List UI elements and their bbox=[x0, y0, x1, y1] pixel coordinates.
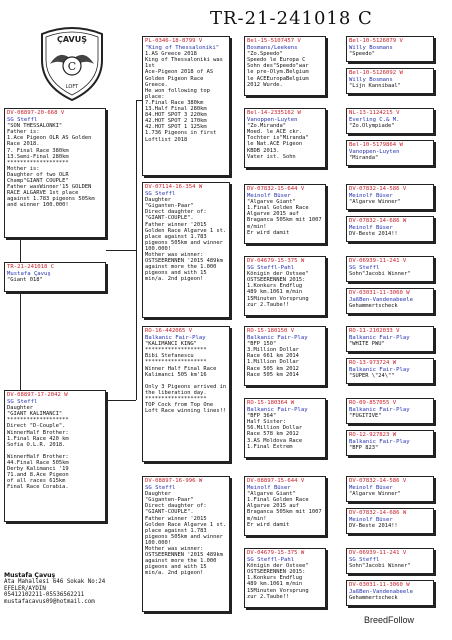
ancestor-text: Sohn"Jacobi Winner" bbox=[349, 563, 411, 570]
ancestor-ring: NL-13-1124215 V bbox=[349, 110, 400, 116]
owner-info bbox=[4, 573, 105, 605]
pedigree-title: TR-21-241018 C bbox=[210, 8, 373, 29]
subject-name: Mustafa Çavuş bbox=[7, 271, 51, 278]
ancestor-name: Meinolf Büser bbox=[349, 517, 393, 524]
subject-ring: TR-21-241018 C bbox=[7, 264, 55, 270]
ancestor-name: Everling C.& M. bbox=[349, 117, 400, 124]
ancestor-name: Vanoppen-Luyten bbox=[349, 149, 400, 156]
sire-ring: DV-08897-20-668 V bbox=[7, 110, 65, 116]
great-grandparent-ring: DV-07832-15-644 V bbox=[247, 186, 305, 192]
ancestor-card[interactable] bbox=[346, 288, 434, 314]
grandparent-ring: PL-0346-18-8799 V bbox=[145, 38, 203, 44]
ancestor-name: SG Steffl bbox=[349, 265, 380, 272]
owner-email[interactable]: mustafacavus09@hotmail.com bbox=[4, 598, 95, 605]
ancestor-text: "SUPER \"24\"" bbox=[349, 373, 395, 380]
great-grandparent-name: SG Steffl-Pahl bbox=[247, 265, 295, 272]
great-grandparent-card[interactable] bbox=[244, 548, 326, 608]
logo-bottom-text: LOFT bbox=[65, 84, 79, 90]
dam-card[interactable] bbox=[4, 390, 106, 522]
ancestor-text: Gehammertscheck bbox=[349, 303, 398, 310]
grandparent-ring: DV-07114-16-354 W bbox=[145, 184, 203, 190]
ancestor-text: "Algarve Winner" bbox=[349, 199, 401, 206]
brand-watermark: BreedFollow bbox=[364, 615, 415, 625]
ancestor-card[interactable] bbox=[346, 430, 434, 456]
ancestor-card[interactable] bbox=[346, 358, 434, 384]
logo-top-text: ÇAVUŞ bbox=[57, 35, 87, 44]
ancestor-card[interactable] bbox=[346, 326, 434, 352]
sire-card[interactable] bbox=[4, 108, 106, 238]
ancestor-text: "WHITE PWU" bbox=[349, 341, 385, 348]
great-grandparent-ring: DV-04679-15-375 W bbox=[247, 550, 305, 556]
ancestor-name: Balkanic Fair-Play bbox=[349, 335, 410, 342]
great-grandparent-name: Meinolf Büser bbox=[247, 193, 291, 200]
ancestor-card[interactable] bbox=[346, 36, 434, 62]
ancestor-ring: DV-03031-11-3060 W bbox=[349, 290, 410, 296]
ancestor-name: Balkanic Fair-Play bbox=[349, 407, 410, 414]
ancestor-ring: Bel-10-5126079 V bbox=[349, 38, 403, 44]
ancestor-card[interactable] bbox=[346, 184, 434, 210]
ancestor-card[interactable] bbox=[346, 580, 434, 606]
great-grandparent-name: Balkanic Fair-Play bbox=[247, 407, 308, 414]
ancestor-text: "Miranda" bbox=[349, 155, 379, 162]
ancestor-ring: RO-09-857055 V bbox=[349, 400, 397, 406]
ancestor-text: "BFP 823" bbox=[349, 445, 379, 452]
grandparent-card[interactable] bbox=[142, 182, 230, 318]
great-grandparent-card[interactable] bbox=[244, 256, 326, 316]
grandparent-text: Daughter "Giganten-Paar" Direct daughter of: "GIANT-COUPLE". Father winner '2015 Golden Race Algarve 1 st. place against 1.783 pigeons 505km and winner 100.000! Mother was winner: OSTSEERENNEN '2015 489km against more the 1.000 pigeons and with 15 min/a. 2nd pigeon! bbox=[145, 197, 227, 283]
ancestor-name: Meinolf Büser bbox=[349, 225, 393, 232]
ancestor-card[interactable] bbox=[346, 216, 434, 242]
ancestor-ring: RO-13-973724 W bbox=[349, 360, 397, 366]
subject-card[interactable] bbox=[4, 262, 106, 292]
ancestor-ring: DV-03031-11-3060 W bbox=[349, 582, 410, 588]
ancestor-text: Gehammertscheck bbox=[349, 595, 398, 602]
ancestor-card[interactable] bbox=[346, 140, 434, 166]
ancestor-text: DV-Beste 2014!! bbox=[349, 231, 398, 238]
ancestor-card[interactable] bbox=[346, 398, 434, 424]
dam-name: SG Steffl bbox=[7, 399, 38, 406]
great-grandparent-text: "BFP 150" 3.Million Dollar Race 661 km 2014 1.Million Dollar Race 505 km 2012 Race 505 km 2014 bbox=[247, 341, 299, 378]
ancestor-text: "Algarve Winner" bbox=[349, 491, 401, 498]
ancestor-card[interactable] bbox=[346, 68, 434, 94]
connector bbox=[106, 250, 136, 251]
sire-name: SG Steffl bbox=[7, 117, 38, 124]
ancestor-name: Meinolf Büser bbox=[349, 485, 393, 492]
grandparent-ring: RO-16-442065 V bbox=[145, 328, 193, 334]
ancestor-ring: RO-11-2102033 V bbox=[349, 328, 400, 334]
sire-text: "SON THESSALONKI" Father is: 1.Ace Pigeon OLR AS Golden Race 2018. 7. Final Race 380km 13.Semi-Final 280km ******************* Mother is: Daughter of two OLR Champ"GIANT COUPLE" Father wasWinner'15 GOLDEN RACE ALGARVE 1st place against 1.783 pigeons 505km and winner 100.000! bbox=[7, 123, 95, 209]
ancestor-name: JaßBen-Vandenabeele bbox=[349, 589, 413, 596]
ancestor-ring: DV-07832-14-586 V bbox=[349, 478, 407, 484]
ancestor-text: DV-Beste 2014!! bbox=[349, 523, 398, 530]
ancestor-text: "FUGITIVE" bbox=[349, 413, 382, 420]
ancestor-name: JaßBen-Vandenabeele bbox=[349, 297, 413, 304]
great-grandparent-card[interactable] bbox=[244, 184, 326, 244]
great-grandparent-ring: RO-15-180364 W bbox=[247, 400, 295, 406]
subject-extra: "Giant 018" bbox=[7, 277, 43, 284]
owner-phone: 05412102211-05536562211 bbox=[4, 592, 85, 599]
dam-text: Daughter "GIANT KALIMANCI" ******************* Direct "D-Couple". WinnerHalf Brother: 1.Final Race 420 km Sofia O.L.R. 2018. WinnerHalf Brother: 44.Final Race 505km Derby Kalimanci '19 71.and 8.Ace Pigeon of all races 615km Final Race Corabia. bbox=[7, 405, 69, 491]
great-grandparent-text: "Algarve Giant" 1.Final Golden Race Algarve 2015 auf Braganca 505km mit 1007 m/min! Er wird damit bbox=[247, 199, 322, 236]
logo-emblem: C bbox=[67, 60, 77, 73]
grandparent-text: Daughter "Giganten-Paar" Direct daughter of: "GIANT-COUPLE". Father winner '2015 Golden Race Algarve 1 st. place against 1.783 pigeons 505km and winner 100.000! Mother was winner: OSTSEERENNEN '2015 489km against more the 1.000 pigeons and with 15 min/a. 2nd pigeon! bbox=[145, 491, 227, 577]
great-grandparent-ring: Bel-15-5107457 V bbox=[247, 38, 301, 44]
grandparent-text: "KALIMANCI KING" ******************* Bibi Stefanescu ******************* Winner Half Final Race Kalimanci 505 km'16 Only 3 Pigeons arrived in the liberation day. ******************* TOP Cock from Top One Loft Race winning lines!! bbox=[145, 341, 227, 415]
great-grandparent-ring: DV-04679-15-375 W bbox=[247, 258, 305, 264]
great-grandparent-card[interactable] bbox=[244, 108, 326, 168]
connector bbox=[20, 292, 21, 392]
great-grandparent-card[interactable] bbox=[244, 476, 326, 536]
great-grandparent-text: Königin der Ostsee" OSTSEERENNEN 2015: 1.Konkurs Endflug 489 km.1061 m/min 15Minuten Vorsprung zur 2.Taube!! bbox=[247, 271, 309, 308]
ancestor-ring: DV-07832-14-586 V bbox=[349, 186, 407, 192]
great-grandparent-text: "Zo.Speedo" Speedo le Europa C Sohn des"Speedo"war le pre-Olym.Belgium le ACEEuropaBelgium 2012 Wurde. bbox=[247, 51, 309, 88]
ancestor-ring: RO-12-927823 W bbox=[349, 432, 397, 438]
owner-address-line2: EFELER/AYDIN bbox=[4, 585, 46, 592]
great-grandparent-name: Bosmans/Leekens bbox=[247, 45, 298, 52]
great-grandparent-ring: DV-08897-15-644 V bbox=[247, 478, 305, 484]
great-grandparent-ring: RO-15-180150 V bbox=[247, 328, 295, 334]
ancestor-ring: DV-06939-11-241 V bbox=[349, 550, 407, 556]
ancestor-ring: DV-07832-14-686 W bbox=[349, 218, 407, 224]
grandparent-card[interactable] bbox=[142, 36, 230, 176]
ancestor-text: Sohn"Jacobi Winner" bbox=[349, 271, 411, 278]
great-grandparent-card[interactable] bbox=[244, 398, 326, 458]
connector bbox=[136, 100, 137, 250]
ancestor-name: Meinolf Büser bbox=[349, 193, 393, 200]
great-grandparent-text: "Zo.Miranda" Moed. le ACE ckr. Tochter is"Miranda" le Nat.ACE Pigeon KBDB 2013. Vater ist. Sohn bbox=[247, 123, 309, 160]
ancestor-name: Willy Bosmans bbox=[349, 45, 393, 52]
great-grandparent-name: Meinolf Büser bbox=[247, 485, 291, 492]
grandparent-name: Balkanic Fair-Play bbox=[145, 335, 206, 342]
dam-ring: DV-08897-17-2042 W bbox=[7, 392, 68, 398]
ancestor-text: "Zo.Olympiade" bbox=[349, 123, 395, 130]
great-grandparent-ring: Bel-14-2335162 W bbox=[247, 110, 301, 116]
connector bbox=[106, 400, 136, 401]
great-grandparent-text: "Algarve Giant" 1.Final Golden Race Algarve 2015 auf Braganca 505km mit 1007 m/min! Er wird damit bbox=[247, 491, 322, 528]
grandparent-text: 1.AS Greece 2018 King of Thessaloniki was 1st Ace-Pigeon 2018 of AS Golden Pigeon Race Greece. He won following top place: 7.Final Race 380km 13.Half Final 280km 84.HOT SPOT 3 220km 42.HOT SPOT 2 170km 42.HOT SPOT 1 125km 1.736 Pigeons in first Loftlist 2018 bbox=[145, 51, 223, 143]
ancestor-card[interactable] bbox=[346, 548, 434, 574]
great-grandparent-name: SG Steffl-Pahl bbox=[247, 557, 295, 564]
ancestor-name: SG Steffl bbox=[349, 557, 380, 564]
ancestor-card[interactable] bbox=[346, 108, 434, 134]
great-grandparent-text: "BFP 364" Half Sister: 56.Million Dollar Race 578 km 2012 3.AS Moldova Race 1.Final Extrem bbox=[247, 413, 303, 450]
ancestor-card[interactable] bbox=[346, 508, 434, 534]
grandparent-card[interactable] bbox=[142, 326, 230, 462]
connector bbox=[136, 250, 137, 400]
ancestor-name: Willy Bosmans bbox=[349, 77, 393, 84]
grandparent-card[interactable] bbox=[142, 476, 230, 612]
great-grandparent-card[interactable] bbox=[244, 36, 326, 96]
ancestor-name: Balkanic Fair-Play bbox=[349, 439, 410, 446]
grandparent-ring: DV-08897-16-996 W bbox=[145, 478, 203, 484]
grandparent-name: SG Steffl bbox=[145, 191, 176, 198]
ancestor-text: "Lijn Kannibaal" bbox=[349, 83, 401, 90]
ancestor-ring: Bel-10-5179864 W bbox=[349, 142, 403, 148]
great-grandparent-card[interactable] bbox=[244, 326, 326, 386]
owner-name: Mustafa Çavuş bbox=[4, 572, 56, 579]
ancestor-ring: Bel-10-5126092 W bbox=[349, 70, 403, 76]
great-grandparent-name: Balkanic Fair-Play bbox=[247, 335, 308, 342]
ancestor-name: Balkanic Fair-Play bbox=[349, 367, 410, 374]
ancestor-text: "Speedo" bbox=[349, 51, 375, 58]
grandparent-name: SG Steffl bbox=[145, 485, 176, 492]
loft-logo bbox=[36, 20, 108, 104]
ancestor-card[interactable] bbox=[346, 256, 434, 282]
ancestor-ring: DV-07832-14-686 W bbox=[349, 510, 407, 516]
grandparent-name: "King of Thessaloniki" bbox=[145, 45, 220, 52]
connector bbox=[20, 238, 21, 262]
ancestor-ring: DV-06939-11-241 V bbox=[349, 258, 407, 264]
owner-address-line1: Ata Mahallesi 646 Sokak No:24 bbox=[4, 579, 106, 586]
ancestor-card[interactable] bbox=[346, 476, 434, 502]
great-grandparent-text: Königin der Ostsee" OSTSEERENNEN 2015: 1.Konkurs Endflug 489 km.1061 m/min 15Minuten Vorsprung zur 2.Taube!! bbox=[247, 563, 309, 600]
great-grandparent-name: Vanoppen-Luyten bbox=[247, 117, 298, 124]
